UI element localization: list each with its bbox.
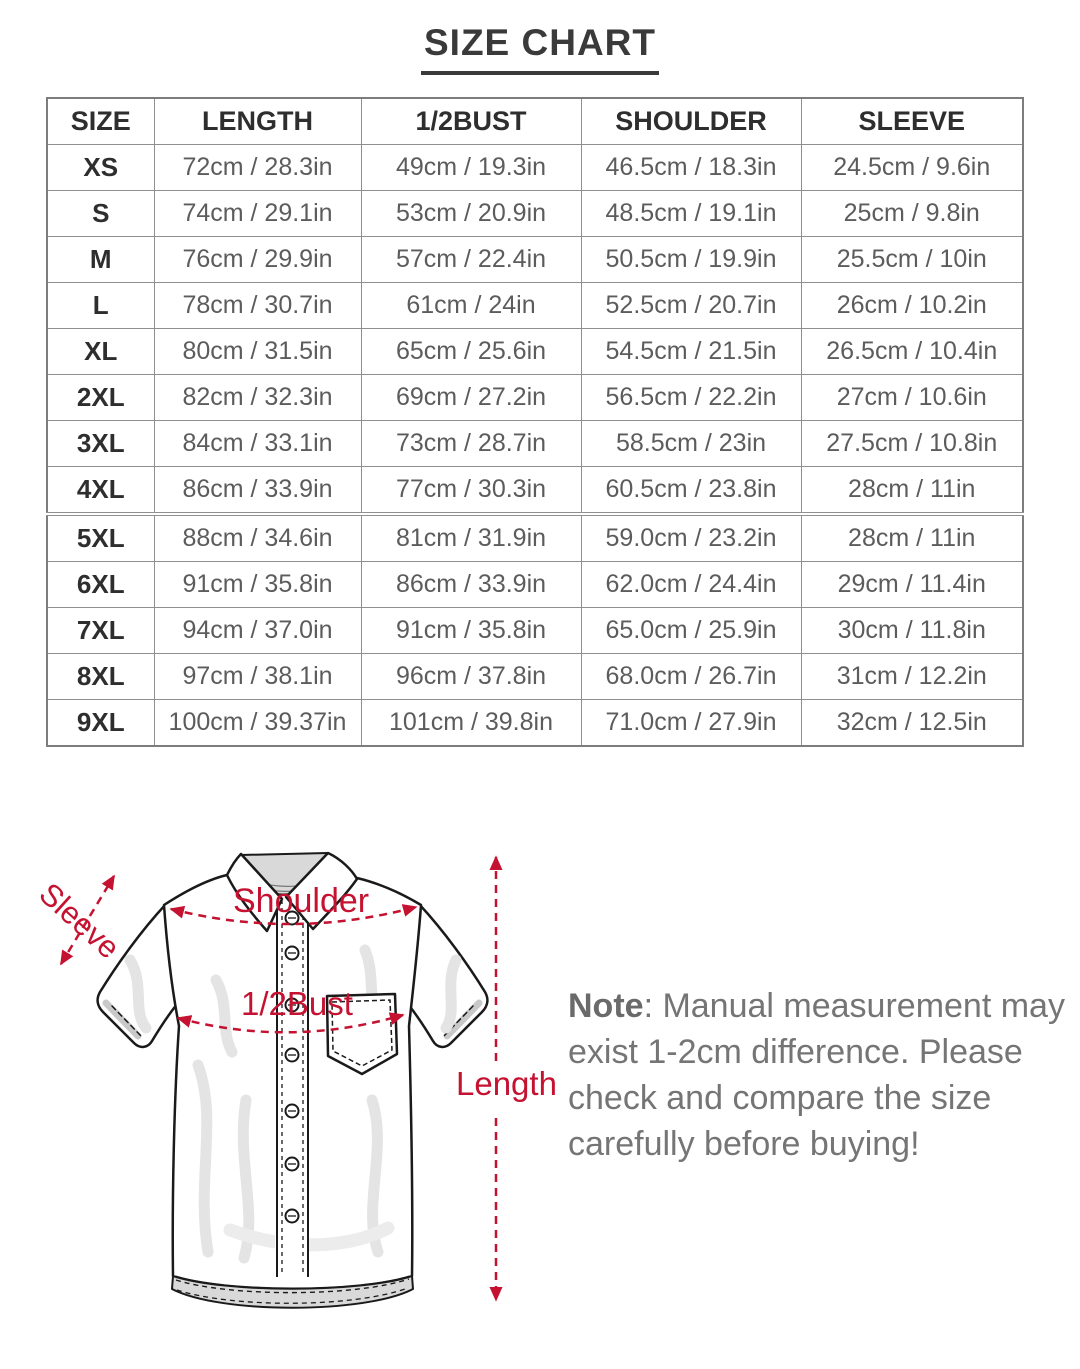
length-cell: 74cm / 29.1in	[154, 191, 361, 237]
shoulder-cell: 68.0cm / 26.7in	[581, 654, 801, 700]
sleeve-cell: 25cm / 9.8in	[801, 191, 1023, 237]
sleeve-cell: 31cm / 12.2in	[801, 654, 1023, 700]
sleeve-cell: 28cm / 11in	[801, 467, 1023, 515]
header-size: SIZE	[47, 98, 154, 145]
table-row	[47, 608, 1023, 654]
table-row	[47, 421, 1023, 467]
bust-measure-label: 1/2Bust	[241, 985, 353, 1022]
length-cell: 76cm / 29.9in	[154, 237, 361, 283]
bust-cell: 101cm / 39.8in	[361, 700, 581, 747]
table-header-row	[47, 98, 1023, 145]
size-table	[46, 97, 1024, 747]
size-cell: S	[47, 191, 154, 237]
sleeve-cell: 28cm / 11in	[801, 514, 1023, 562]
shoulder-cell: 52.5cm / 20.7in	[581, 283, 801, 329]
sleeve-cell: 24.5cm / 9.6in	[801, 145, 1023, 191]
note-label: Note	[568, 987, 644, 1025]
length-cell: 80cm / 31.5in	[154, 329, 361, 375]
sleeve-cell: 26.5cm / 10.4in	[801, 329, 1023, 375]
shoulder-cell: 48.5cm / 19.1in	[581, 191, 801, 237]
header-bust: 1/2BUST	[361, 98, 581, 145]
bust-cell: 65cm / 25.6in	[361, 329, 581, 375]
shoulder-cell: 71.0cm / 27.9in	[581, 700, 801, 747]
shoulder-cell: 54.5cm / 21.5in	[581, 329, 801, 375]
sleeve-cell: 26cm / 10.2in	[801, 283, 1023, 329]
table-row	[47, 145, 1023, 191]
length-cell: 97cm / 38.1in	[154, 654, 361, 700]
table-row	[47, 514, 1023, 562]
table-row	[47, 283, 1023, 329]
shoulder-cell: 58.5cm / 23in	[581, 421, 801, 467]
size-cell: 6XL	[47, 562, 154, 608]
table-row	[47, 329, 1023, 375]
table-row	[47, 237, 1023, 283]
header-length: LENGTH	[154, 98, 361, 145]
shoulder-cell: 46.5cm / 18.3in	[581, 145, 801, 191]
bust-cell: 53cm / 20.9in	[361, 191, 581, 237]
header-sleeve: SLEEVE	[801, 98, 1023, 145]
length-cell: 91cm / 35.8in	[154, 562, 361, 608]
length-cell: 82cm / 32.3in	[154, 375, 361, 421]
table-row	[47, 191, 1023, 237]
length-cell: 88cm / 34.6in	[154, 514, 361, 562]
bust-cell: 81cm / 31.9in	[361, 514, 581, 562]
length-cell: 72cm / 28.3in	[154, 145, 361, 191]
length-cell: 84cm / 33.1in	[154, 421, 361, 467]
bust-cell: 49cm / 19.3in	[361, 145, 581, 191]
shoulder-cell: 50.5cm / 19.9in	[581, 237, 801, 283]
size-cell: 2XL	[47, 375, 154, 421]
sleeve-cell: 27.5cm / 10.8in	[801, 421, 1023, 467]
table-row	[47, 375, 1023, 421]
sleeve-cell: 30cm / 11.8in	[801, 608, 1023, 654]
measurement-note	[568, 983, 1080, 1167]
shoulder-cell: 65.0cm / 25.9in	[581, 608, 801, 654]
length-cell: 94cm / 37.0in	[154, 608, 361, 654]
page-title-text: SIZE CHART	[421, 22, 659, 75]
bust-cell: 73cm / 28.7in	[361, 421, 581, 467]
length-cell: 78cm / 30.7in	[154, 283, 361, 329]
table-row	[47, 467, 1023, 515]
shoulder-cell: 56.5cm / 22.2in	[581, 375, 801, 421]
bust-cell: 91cm / 35.8in	[361, 608, 581, 654]
size-cell: XL	[47, 329, 154, 375]
size-cell: 5XL	[47, 514, 154, 562]
shoulder-cell: 62.0cm / 24.4in	[581, 562, 801, 608]
size-cell: M	[47, 237, 154, 283]
table-row	[47, 562, 1023, 608]
size-cell: XS	[47, 145, 154, 191]
sleeve-cell: 25.5cm / 10in	[801, 237, 1023, 283]
bust-cell: 61cm / 24in	[361, 283, 581, 329]
shoulder-cell: 59.0cm / 23.2in	[581, 514, 801, 562]
sleeve-measure-label: Sleeve	[32, 876, 127, 966]
length-cell: 86cm / 33.9in	[154, 467, 361, 515]
page-title	[0, 22, 1080, 75]
size-cell: 4XL	[47, 467, 154, 515]
size-cell: 3XL	[47, 421, 154, 467]
bust-cell: 77cm / 30.3in	[361, 467, 581, 515]
header-shoulder: SHOULDER	[581, 98, 801, 145]
table-row	[47, 700, 1023, 747]
bust-cell: 69cm / 27.2in	[361, 375, 581, 421]
length-cell: 100cm / 39.37in	[154, 700, 361, 747]
sleeve-cell: 29cm / 11.4in	[801, 562, 1023, 608]
size-cell: 8XL	[47, 654, 154, 700]
table-row	[47, 654, 1023, 700]
sleeve-cell: 32cm / 12.5in	[801, 700, 1023, 747]
sleeve-cell: 27cm / 10.6in	[801, 375, 1023, 421]
note-text: : Manual measurement may exist 1-2cm difference. Please check and compare the size carefully before buying!	[568, 987, 1065, 1163]
bust-cell: 86cm / 33.9in	[361, 562, 581, 608]
bust-cell: 96cm / 37.8in	[361, 654, 581, 700]
shoulder-cell: 60.5cm / 23.8in	[581, 467, 801, 515]
size-cell: 9XL	[47, 700, 154, 747]
size-cell: 7XL	[47, 608, 154, 654]
length-measure-label: Length	[456, 1065, 557, 1102]
size-cell: L	[47, 283, 154, 329]
bust-cell: 57cm / 22.4in	[361, 237, 581, 283]
shoulder-measure-label: Shoulder	[233, 882, 370, 920]
